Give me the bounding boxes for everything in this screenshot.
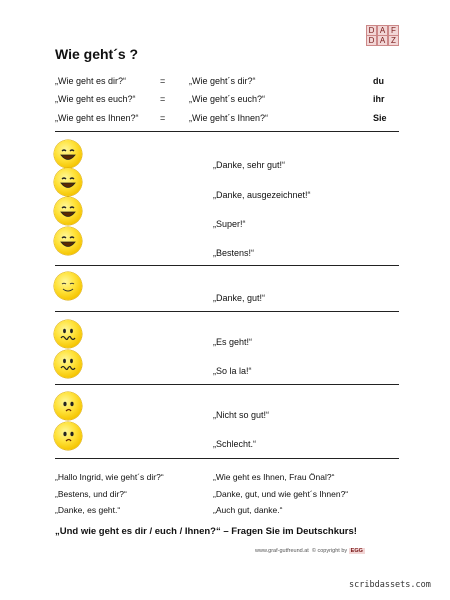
footer (255, 548, 365, 554)
logo-letter: D (366, 25, 377, 36)
equals-sign: = (160, 113, 166, 123)
laughing-face-icon (54, 168, 82, 196)
dialogue-line: „Bestens, und dir?“ (55, 489, 127, 499)
equals-sign: = (160, 94, 166, 104)
dialogue-line: „Wie geht es Ihnen, Frau Önal?“ (213, 472, 335, 482)
response-text: „So la la!“ (213, 366, 252, 376)
closing-prompt: „Und wie geht es dir / euch / Ihnen?“ – Fragen Sie im Deutschkurs! (55, 526, 357, 537)
logo-letter: D (366, 35, 377, 46)
pronoun: ihr (373, 94, 385, 104)
logo-letter: Z (388, 35, 399, 46)
logo-letter: A (377, 35, 388, 46)
dafdaz-logo (366, 25, 398, 45)
logo-letter: F (388, 25, 399, 36)
response-text: „Bestens!“ (213, 248, 255, 258)
laughing-face-icon (54, 197, 82, 225)
divider (55, 311, 399, 312)
divider (55, 131, 399, 132)
response-text: „Es geht!“ (213, 337, 253, 347)
divider (55, 384, 399, 385)
equals-sign: = (160, 76, 166, 86)
response-text: „Nicht so gut!“ (213, 410, 270, 420)
formal-question: „Wie geht es Ihnen?“ (55, 113, 139, 123)
laughing-face-icon (54, 140, 82, 168)
footer-copyright: copyright by (317, 548, 348, 554)
footer-brand: EGG (350, 548, 363, 554)
unhappy-face-icon (54, 422, 82, 450)
informal-question: „Wie geht´s dir?“ (189, 76, 256, 86)
dialogue-line: „Hallo Ingrid, wie geht´s dir?“ (55, 472, 164, 482)
footer-site: www.graf-gutfreund.at (255, 548, 309, 554)
formal-question: „Wie geht es dir?“ (55, 76, 127, 86)
dialogue-line: „Danke, gut, und wie geht´s Ihnen?“ (213, 489, 349, 499)
response-text: „Schlecht.“ (213, 439, 257, 449)
response-text: „Super!“ (213, 219, 246, 229)
response-text: „Danke, sehr gut!“ (213, 160, 286, 170)
formal-question: „Wie geht es euch?“ (55, 94, 136, 104)
response-text: „Danke, ausgezeichnet!“ (213, 190, 311, 200)
logo-letter: A (377, 25, 388, 36)
response-text: „Danke, gut!“ (213, 293, 266, 303)
watermark: scribdassets.com (349, 580, 431, 590)
smiling-face-icon (54, 272, 82, 300)
dialogue-line: „Danke, es geht.“ (55, 505, 121, 515)
page-title: Wie geht´s ? (55, 46, 139, 62)
laughing-face-icon (54, 227, 82, 255)
pronoun: du (373, 76, 384, 86)
wavy-mouth-face-icon (54, 350, 82, 378)
unhappy-face-icon (54, 392, 82, 420)
divider (55, 265, 399, 266)
informal-question: „Wie geht´s Ihnen?“ (189, 113, 269, 123)
dialogue-line: „Auch gut, danke.“ (213, 505, 283, 515)
pronoun: Sie (373, 113, 387, 123)
informal-question: „Wie geht´s euch?“ (189, 94, 266, 104)
wavy-mouth-face-icon (54, 320, 82, 348)
divider (55, 458, 399, 459)
copyright-icon: © (311, 548, 316, 554)
